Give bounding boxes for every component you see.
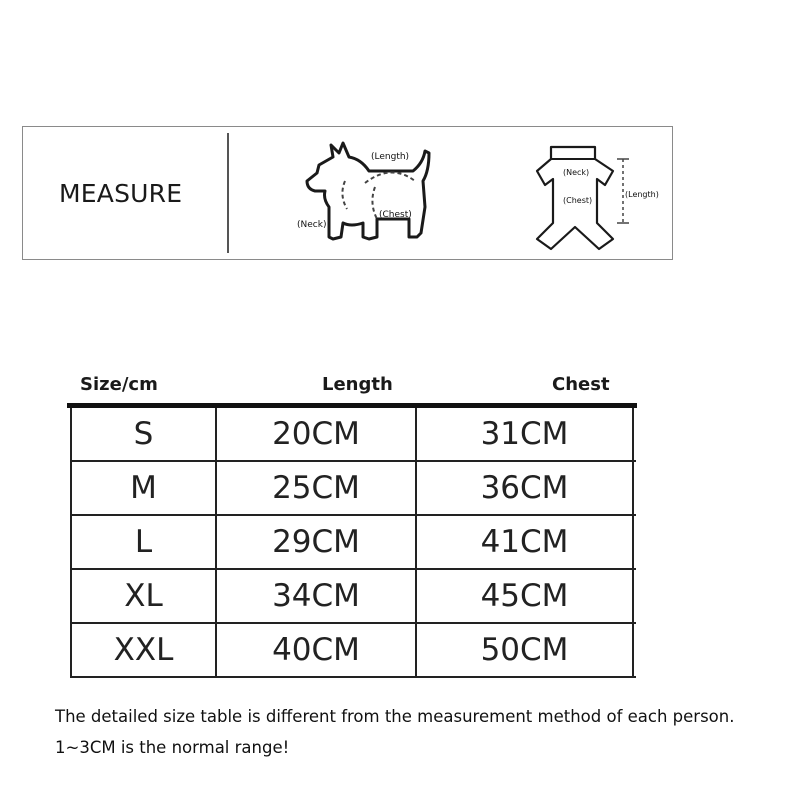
chest-cell: 36CM [417, 462, 634, 514]
length-cell: 20CM [217, 408, 417, 460]
header-chest: Chest [552, 374, 610, 395]
length-cell: 25CM [217, 462, 417, 514]
size-cell: S [70, 408, 217, 460]
length-cell: 29CM [217, 516, 417, 568]
size-cell: XL [70, 570, 217, 622]
dog-neck-label: (Neck) [297, 220, 327, 230]
dog-measure-diagram [273, 137, 433, 259]
divider [227, 133, 229, 253]
table-row [70, 408, 636, 462]
chest-cell: 45CM [417, 570, 634, 622]
table-row [70, 570, 636, 624]
header-length: Length [322, 374, 393, 395]
shirt-measure-diagram [501, 139, 661, 257]
table-row [70, 462, 636, 516]
measure-panel [22, 126, 673, 260]
length-cell: 34CM [217, 570, 417, 622]
shirt-length-label: (Length) [625, 190, 659, 199]
header-size: Size/cm [80, 374, 158, 395]
chest-cell: 41CM [417, 516, 634, 568]
size-cell: XXL [70, 624, 217, 676]
note-line-2: 1~3CM is the normal range! [55, 738, 290, 757]
table-row [70, 624, 636, 678]
chest-cell: 50CM [417, 624, 634, 676]
table-row [70, 516, 636, 570]
dog-chest-label: (Chest) [379, 210, 412, 220]
shirt-neck-label: (Neck) [563, 168, 590, 177]
shirt-chest-label: (Chest) [563, 196, 593, 205]
note-line-1: The detailed size table is different from the measurement method of each person. [55, 707, 735, 726]
size-cell: M [70, 462, 217, 514]
chest-cell: 31CM [417, 408, 634, 460]
size-cell: L [70, 516, 217, 568]
dog-length-label: (Length) [371, 152, 410, 162]
length-cell: 40CM [217, 624, 417, 676]
measure-title: MEASURE [59, 179, 183, 208]
